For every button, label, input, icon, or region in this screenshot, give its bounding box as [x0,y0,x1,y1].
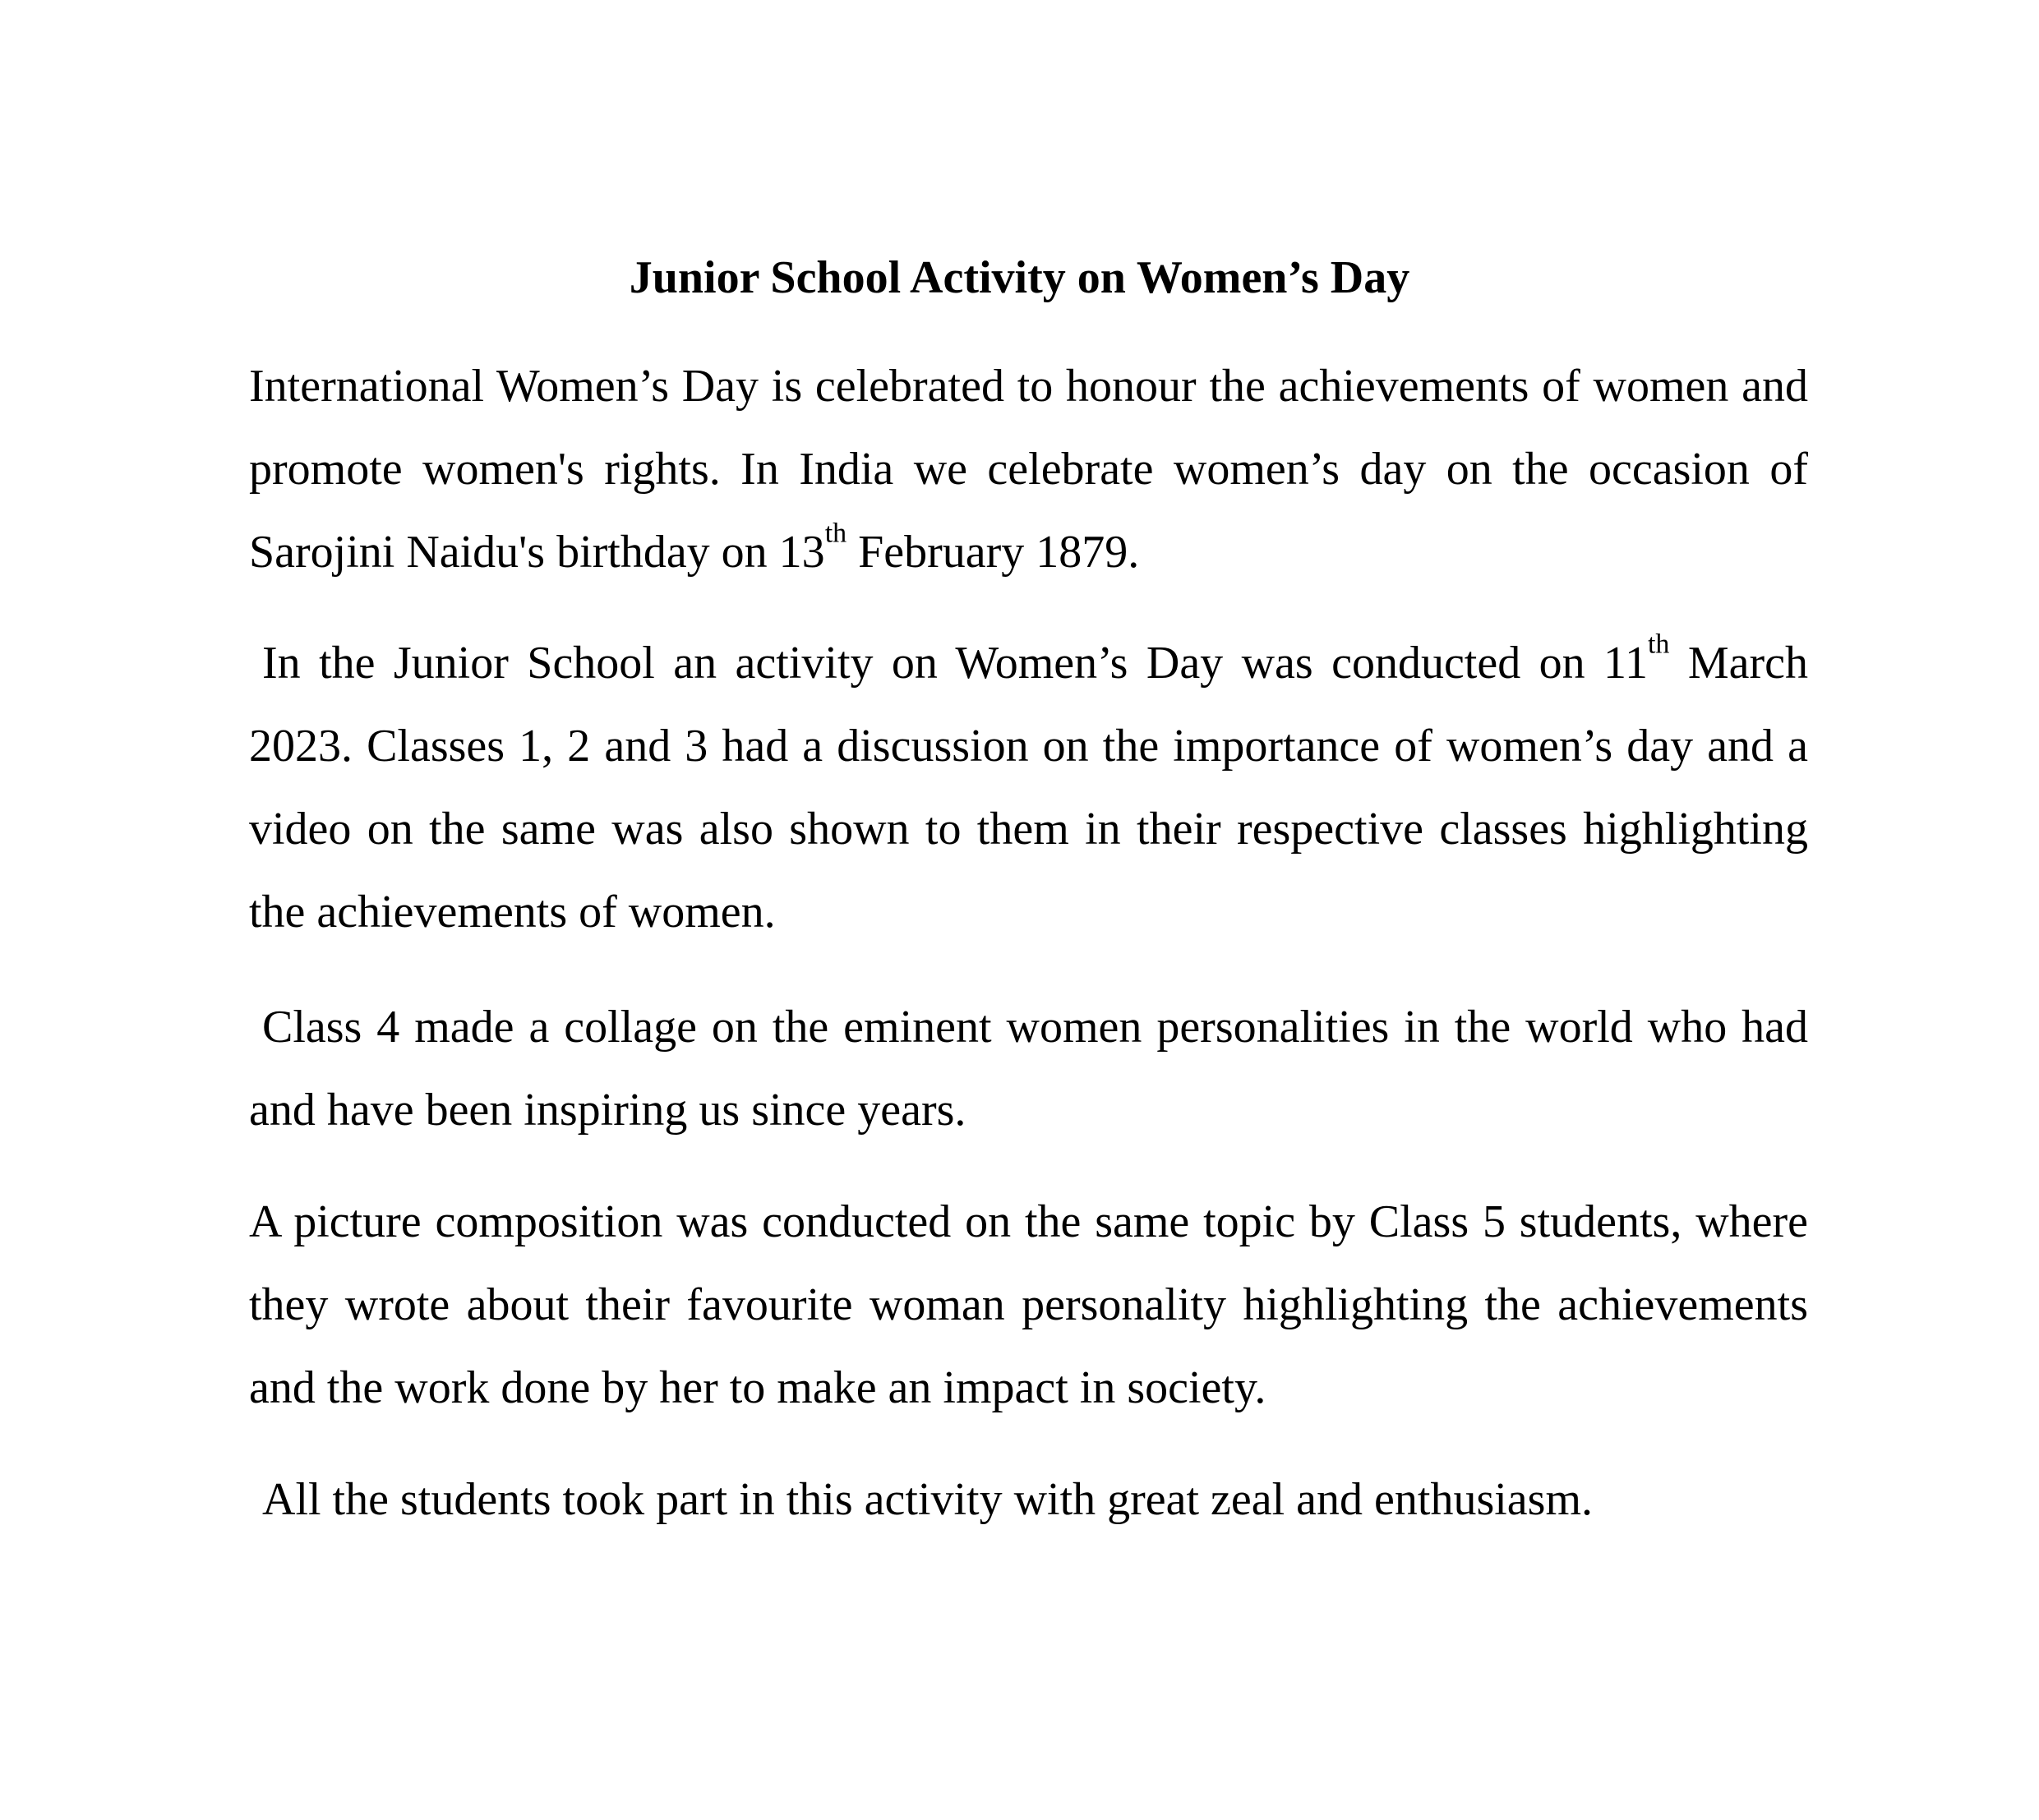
paragraph-womens-day-intro [249,345,1808,594]
paragraph-text: March 2023. Classes 1, 2 and 3 had a discussion on the importance of women’s day and a video on the same was also shown to them in their respective classes highlighting the achievements of women. [249,638,1809,938]
document-title: Junior School Activity on Women’s Day [629,252,1410,303]
paragraph-text: In the Junior School an activity on Women’s Day was conducted on 11 [262,638,1648,689]
paragraph-class-4-collage: Class 4 made a collage on the eminent women personalities in the world who had and have been inspiring us since years. [249,1002,1808,1136]
paragraph-text: February 1879. [847,527,1140,578]
paragraph-activity-classes-1-3 [249,622,1808,954]
paragraph-conclusion: All the students took part in this activity with great zeal and enthusiasm. [262,1474,1593,1525]
paragraph-class-5-picture-composition: A picture composition was conducted on the same topic by Class 5 students, where they wrote about their favourite woman personality highlighting the achievements and the work done by her to make an impact in society. [249,1196,1808,1413]
ordinal-suffix: th [824,518,847,549]
ordinal-suffix: th [1647,629,1670,660]
paragraph-text: International Women’s Day is celebrated to honour the achievements of women and promote women's rights. In India we celebrate women’s day on the occasion of Sarojini Naidu's birthday on 13 [249,361,1808,578]
